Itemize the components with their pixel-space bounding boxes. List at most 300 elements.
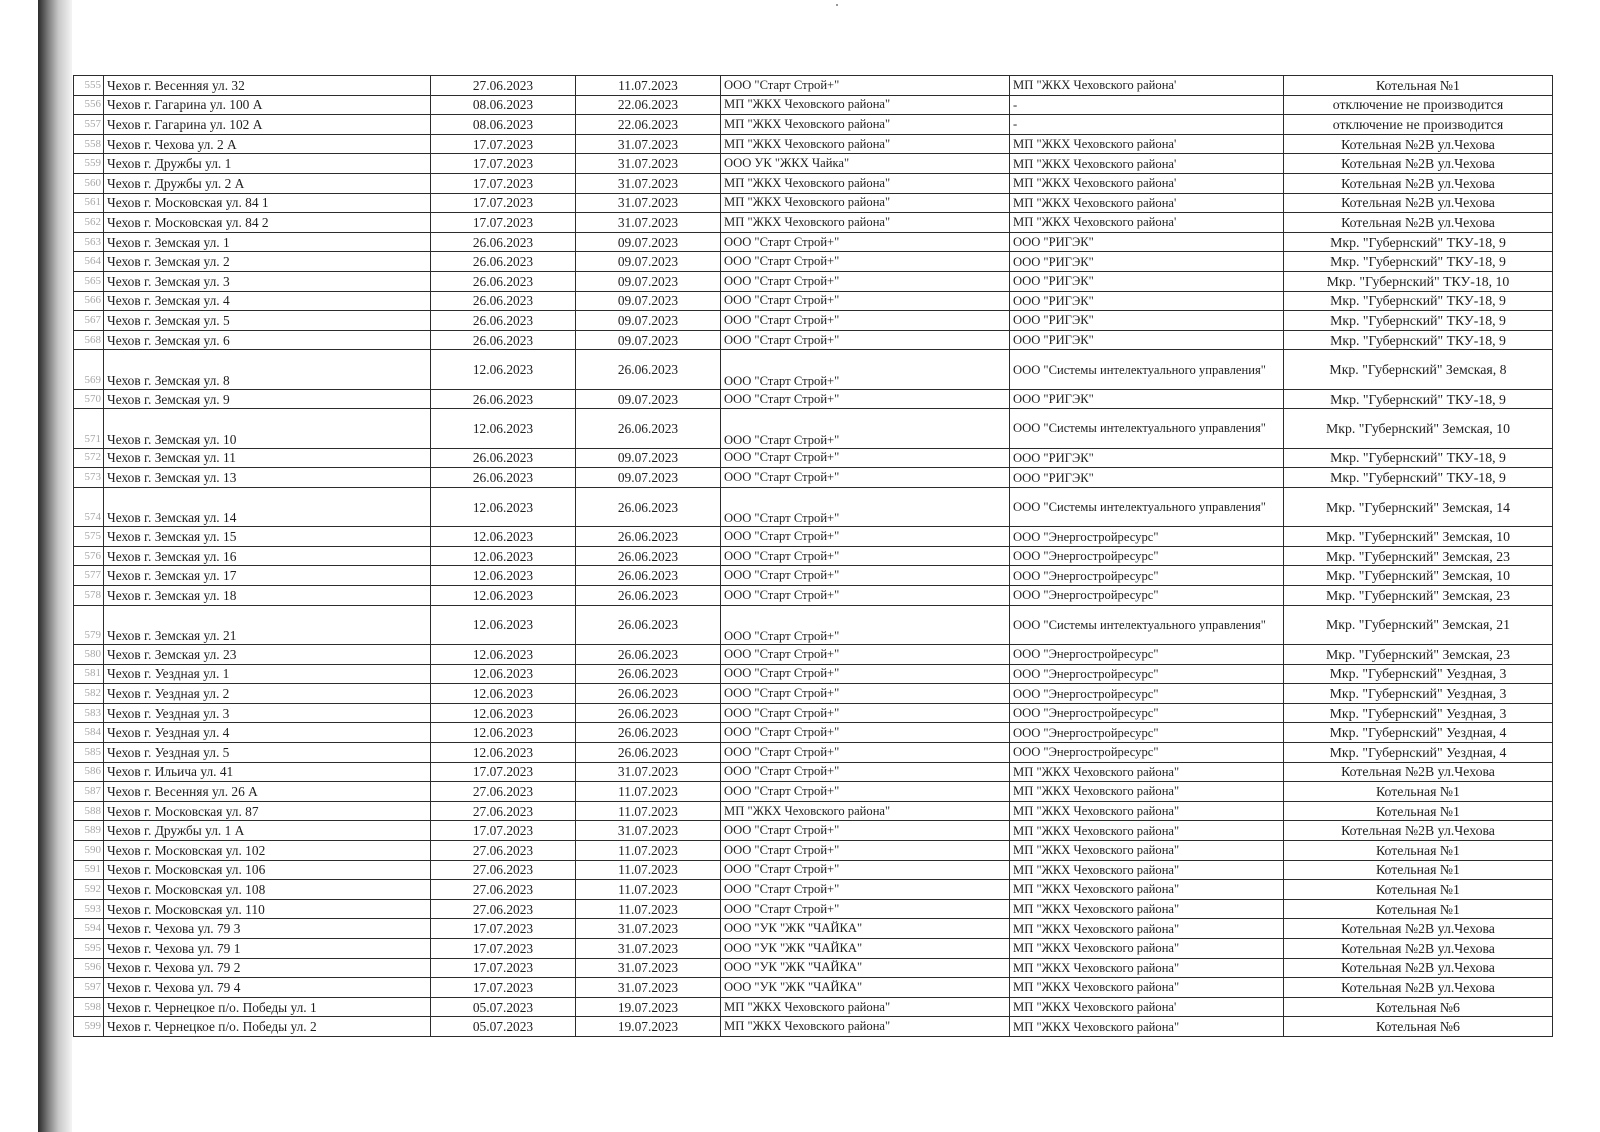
address-cell: Чехов г. Чернецкое п/о. Победы ул. 1 xyxy=(104,997,431,1017)
shutdown-start-date-cell: 12.06.2023 xyxy=(431,664,576,684)
heat-supplier-cell: ООО "Энергостройресурс" xyxy=(1010,566,1284,586)
row-number-cell: 586 xyxy=(74,762,104,782)
address-cell: Чехов г. Московская ул. 108 xyxy=(104,880,431,900)
shutdown-start-date-cell: 27.06.2023 xyxy=(431,782,576,802)
row-number-cell: 591 xyxy=(74,860,104,880)
row-number-cell: 593 xyxy=(74,899,104,919)
shutdown-end-date-cell: 11.07.2023 xyxy=(576,782,721,802)
heat-supplier-cell: МП "ЖКХ Чеховского района' xyxy=(1010,193,1284,213)
shutdown-end-date-cell: 26.06.2023 xyxy=(576,743,721,763)
shutdown-start-date-cell: 12.06.2023 xyxy=(431,527,576,547)
table-row xyxy=(74,566,1553,586)
shutdown-start-date-cell: 27.06.2023 xyxy=(431,76,576,96)
row-number-cell: 556 xyxy=(74,95,104,115)
heat-source-cell: Мкр. "Губернский" ТКУ-18, 9 xyxy=(1284,311,1553,331)
heat-source-cell: Котельная №2В ул.Чехова xyxy=(1284,919,1553,939)
row-number-cell: 594 xyxy=(74,919,104,939)
shutdown-start-date-cell: 26.06.2023 xyxy=(431,389,576,409)
shutdown-end-date-cell: 09.07.2023 xyxy=(576,311,721,331)
binding-shadow xyxy=(38,0,72,1132)
shutdown-end-date-cell: 26.06.2023 xyxy=(576,566,721,586)
heat-source-cell: Котельная №1 xyxy=(1284,782,1553,802)
heat-supplier-cell: - xyxy=(1010,95,1284,115)
address-cell: Чехов г. Московская ул. 110 xyxy=(104,899,431,919)
row-number-cell: 571 xyxy=(74,409,104,448)
shutdown-end-date-cell: 26.06.2023 xyxy=(576,487,721,526)
heat-supplier-cell: ООО "Энергостройресурс" xyxy=(1010,664,1284,684)
shutdown-start-date-cell: 12.06.2023 xyxy=(431,703,576,723)
shutdown-start-date-cell: 27.06.2023 xyxy=(431,860,576,880)
row-number-cell: 569 xyxy=(74,350,104,389)
address-cell: Чехов г. Уездная ул. 1 xyxy=(104,664,431,684)
row-number-cell: 567 xyxy=(74,311,104,331)
heat-source-cell: Мкр. "Губернский" Уездная, 3 xyxy=(1284,664,1553,684)
heat-source-cell: Мкр. "Губернский" ТКУ-18, 9 xyxy=(1284,252,1553,272)
shutdown-start-date-cell: 17.07.2023 xyxy=(431,938,576,958)
table-row xyxy=(74,271,1553,291)
shutdown-start-date-cell: 26.06.2023 xyxy=(431,448,576,468)
shutdown-end-date-cell: 09.07.2023 xyxy=(576,448,721,468)
heat-supplier-cell: МП "ЖКХ Чеховского района' xyxy=(1010,76,1284,96)
address-cell: Чехов г. Уездная ул. 2 xyxy=(104,684,431,704)
shutdown-start-date-cell: 26.06.2023 xyxy=(431,291,576,311)
shutdown-end-date-cell: 26.06.2023 xyxy=(576,703,721,723)
address-cell: Чехов г. Земская ул. 1 xyxy=(104,232,431,252)
address-cell: Чехов г. Земская ул. 5 xyxy=(104,311,431,331)
shutdown-end-date-cell: 26.06.2023 xyxy=(576,664,721,684)
address-cell: Чехов г. Дружбы ул. 2 А xyxy=(104,173,431,193)
shutdown-start-date-cell: 17.07.2023 xyxy=(431,173,576,193)
heat-supplier-cell: МП "ЖКХ Чеховского района" xyxy=(1010,919,1284,939)
row-number-cell: 595 xyxy=(74,938,104,958)
heat-source-cell: Мкр. "Губернский" ТКУ-18, 9 xyxy=(1284,291,1553,311)
shutdown-start-date-cell: 17.07.2023 xyxy=(431,978,576,998)
table-row xyxy=(74,762,1553,782)
shutdown-end-date-cell: 19.07.2023 xyxy=(576,997,721,1017)
shutdown-start-date-cell: 26.06.2023 xyxy=(431,311,576,331)
shutdown-start-date-cell: 27.06.2023 xyxy=(431,840,576,860)
row-number-cell: 596 xyxy=(74,958,104,978)
address-cell: Чехов г. Уездная ул. 4 xyxy=(104,723,431,743)
heat-source-cell: Мкр. "Губернский" ТКУ-18, 9 xyxy=(1284,448,1553,468)
heat-supplier-cell: ООО "Системы интелектуального управления" xyxy=(1010,409,1284,448)
address-cell: Чехов г. Земская ул. 23 xyxy=(104,645,431,665)
shutdown-start-date-cell: 12.06.2023 xyxy=(431,743,576,763)
heat-supplier-cell: ООО "РИГЭК" xyxy=(1010,291,1284,311)
address-cell: Чехов г. Земская ул. 17 xyxy=(104,566,431,586)
table-row xyxy=(74,840,1553,860)
heat-source-cell: Котельная №6 xyxy=(1284,1017,1553,1037)
heat-source-cell: Котельная №2В ул.Чехова xyxy=(1284,978,1553,998)
shutdown-start-date-cell: 17.07.2023 xyxy=(431,134,576,154)
management-company-cell: ООО "Старт Строй+" xyxy=(721,527,1010,547)
table-row xyxy=(74,95,1553,115)
shutdown-start-date-cell: 17.07.2023 xyxy=(431,193,576,213)
table-row xyxy=(74,919,1553,939)
shutdown-end-date-cell: 26.06.2023 xyxy=(576,723,721,743)
address-cell: Чехов г. Земская ул. 10 xyxy=(104,409,431,448)
address-cell: Чехов г. Чехова ул. 79 4 xyxy=(104,978,431,998)
heat-source-cell: Мкр. "Губернский" Земская, 10 xyxy=(1284,527,1553,547)
heat-source-cell: Котельная №2В ул.Чехова xyxy=(1284,938,1553,958)
management-company-cell: ООО "УК "ЖК "ЧАЙКА" xyxy=(721,919,1010,939)
heat-source-cell: Мкр. "Губернский" Земская, 23 xyxy=(1284,645,1553,665)
management-company-cell: ООО УК "ЖКХ Чайка" xyxy=(721,154,1010,174)
shutdown-end-date-cell: 31.07.2023 xyxy=(576,958,721,978)
heat-source-cell: Котельная №2В ул.Чехова xyxy=(1284,154,1553,174)
management-company-cell: ООО "Старт Строй+" xyxy=(721,566,1010,586)
heat-source-cell: Котельная №2В ул.Чехова xyxy=(1284,173,1553,193)
management-company-cell: ООО "Старт Строй+" xyxy=(721,311,1010,331)
management-company-cell: ООО "Старт Строй+" xyxy=(721,684,1010,704)
management-company-cell: МП "ЖКХ Чеховского района" xyxy=(721,1017,1010,1037)
address-cell: Чехов г. Московская ул. 84 2 xyxy=(104,213,431,233)
heat-supplier-cell: МП "ЖКХ Чеховского района" xyxy=(1010,782,1284,802)
heat-supplier-cell: ООО "Энергостройресурс" xyxy=(1010,703,1284,723)
shutdown-end-date-cell: 09.07.2023 xyxy=(576,232,721,252)
shutdown-end-date-cell: 31.07.2023 xyxy=(576,919,721,939)
row-number-cell: 590 xyxy=(74,840,104,860)
management-company-cell: ООО "Старт Строй+" xyxy=(721,546,1010,566)
heat-supplier-cell: МП "ЖКХ Чеховского района" xyxy=(1010,978,1284,998)
shutdown-end-date-cell: 09.07.2023 xyxy=(576,330,721,350)
management-company-cell: МП "ЖКХ Чеховского района" xyxy=(721,801,1010,821)
heat-supplier-cell: ООО "РИГЭК" xyxy=(1010,468,1284,488)
shutdown-end-date-cell: 11.07.2023 xyxy=(576,840,721,860)
shutdown-start-date-cell: 27.06.2023 xyxy=(431,880,576,900)
management-company-cell: ООО "Старт Строй+" xyxy=(721,350,1010,389)
shutdown-start-date-cell: 05.07.2023 xyxy=(431,997,576,1017)
shutdown-end-date-cell: 22.06.2023 xyxy=(576,115,721,135)
management-company-cell: ООО "Старт Строй+" xyxy=(721,586,1010,606)
table-row xyxy=(74,468,1553,488)
row-number-cell: 592 xyxy=(74,880,104,900)
shutdown-end-date-cell: 31.07.2023 xyxy=(576,762,721,782)
heat-supplier-cell: МП "ЖКХ Чеховского района' xyxy=(1010,154,1284,174)
heat-source-cell: отключение не производится xyxy=(1284,115,1553,135)
row-number-cell: 578 xyxy=(74,586,104,606)
row-number-cell: 561 xyxy=(74,193,104,213)
shutdown-end-date-cell: 09.07.2023 xyxy=(576,271,721,291)
shutdown-start-date-cell: 12.06.2023 xyxy=(431,409,576,448)
address-cell: Чехов г. Чехова ул. 79 3 xyxy=(104,919,431,939)
shutdown-end-date-cell: 11.07.2023 xyxy=(576,880,721,900)
address-cell: Чехов г. Земская ул. 15 xyxy=(104,527,431,547)
table-row xyxy=(74,743,1553,763)
heat-supplier-cell: ООО "Энергостройресурс" xyxy=(1010,743,1284,763)
table-row xyxy=(74,978,1553,998)
heating-shutdown-table xyxy=(73,75,1553,1037)
table-row xyxy=(74,645,1553,665)
table-row xyxy=(74,173,1553,193)
heat-supplier-cell: МП "ЖКХ Чеховского района" xyxy=(1010,938,1284,958)
shutdown-start-date-cell: 08.06.2023 xyxy=(431,95,576,115)
shutdown-end-date-cell: 26.06.2023 xyxy=(576,586,721,606)
management-company-cell: ООО "Старт Строй+" xyxy=(721,762,1010,782)
table-row xyxy=(74,860,1553,880)
heat-source-cell: Котельная №1 xyxy=(1284,880,1553,900)
management-company-cell: ООО "Старт Строй+" xyxy=(721,330,1010,350)
address-cell: Чехов г. Чернецкое п/о. Победы ул. 2 xyxy=(104,1017,431,1037)
shutdown-start-date-cell: 27.06.2023 xyxy=(431,801,576,821)
row-number-cell: 568 xyxy=(74,330,104,350)
shutdown-end-date-cell: 31.07.2023 xyxy=(576,938,721,958)
heat-supplier-cell: МП "ЖКХ Чеховского района" xyxy=(1010,880,1284,900)
address-cell: Чехов г. Земская ул. 2 xyxy=(104,252,431,272)
heat-source-cell: отключение не производится xyxy=(1284,95,1553,115)
management-company-cell: ООО "Старт Строй+" xyxy=(721,448,1010,468)
row-number-cell: 572 xyxy=(74,448,104,468)
table-row xyxy=(74,1017,1553,1037)
shutdown-start-date-cell: 26.06.2023 xyxy=(431,271,576,291)
heat-supplier-cell: МП "ЖКХ Чеховского района" xyxy=(1010,899,1284,919)
address-cell: Чехов г. Гагарина ул. 102 А xyxy=(104,115,431,135)
table-row xyxy=(74,213,1553,233)
heat-source-cell: Котельная №2В ул.Чехова xyxy=(1284,134,1553,154)
shutdown-end-date-cell: 09.07.2023 xyxy=(576,252,721,272)
heat-source-cell: Котельная №1 xyxy=(1284,840,1553,860)
table-row xyxy=(74,252,1553,272)
address-cell: Чехов г. Земская ул. 13 xyxy=(104,468,431,488)
table-row xyxy=(74,527,1553,547)
shutdown-start-date-cell: 17.07.2023 xyxy=(431,762,576,782)
heat-supplier-cell: МП "ЖКХ Чеховского района' xyxy=(1010,997,1284,1017)
table-row xyxy=(74,546,1553,566)
management-company-cell: ООО "Старт Строй+" xyxy=(721,743,1010,763)
address-cell: Чехов г. Земская ул. 21 xyxy=(104,605,431,644)
heat-supplier-cell: МП "ЖКХ Чеховского района' xyxy=(1010,173,1284,193)
shutdown-start-date-cell: 26.06.2023 xyxy=(431,468,576,488)
management-company-cell: ООО "Старт Строй+" xyxy=(721,291,1010,311)
management-company-cell: ООО "Старт Строй+" xyxy=(721,271,1010,291)
address-cell: Чехов г. Земская ул. 16 xyxy=(104,546,431,566)
table-row xyxy=(74,134,1553,154)
shutdown-start-date-cell: 17.07.2023 xyxy=(431,821,576,841)
table-row xyxy=(74,703,1553,723)
address-cell: Чехов г. Земская ул. 14 xyxy=(104,487,431,526)
row-number-cell: 585 xyxy=(74,743,104,763)
management-company-cell: ООО "Старт Строй+" xyxy=(721,389,1010,409)
address-cell: Чехов г. Земская ул. 18 xyxy=(104,586,431,606)
address-cell: Чехов г. Московская ул. 102 xyxy=(104,840,431,860)
shutdown-start-date-cell: 12.06.2023 xyxy=(431,350,576,389)
row-number-cell: 557 xyxy=(74,115,104,135)
address-cell: Чехов г. Московская ул. 87 xyxy=(104,801,431,821)
table-row xyxy=(74,997,1553,1017)
management-company-cell: МП "ЖКХ Чеховского района" xyxy=(721,997,1010,1017)
address-cell: Чехов г. Весенняя ул. 26 А xyxy=(104,782,431,802)
shutdown-end-date-cell: 22.06.2023 xyxy=(576,95,721,115)
row-number-cell: 579 xyxy=(74,605,104,644)
heat-supplier-cell: ООО "РИГЭК" xyxy=(1010,252,1284,272)
table-row xyxy=(74,409,1553,448)
row-number-cell: 570 xyxy=(74,389,104,409)
table-row xyxy=(74,311,1553,331)
heat-supplier-cell: ООО "Энергостройресурс" xyxy=(1010,684,1284,704)
row-number-cell: 584 xyxy=(74,723,104,743)
address-cell: Чехов г. Дружбы ул. 1 А xyxy=(104,821,431,841)
management-company-cell: ООО "Старт Строй+" xyxy=(721,232,1010,252)
heat-source-cell: Мкр. "Губернский" ТКУ-18, 9 xyxy=(1284,389,1553,409)
management-company-cell: ООО "УК "ЖК "ЧАЙКА" xyxy=(721,958,1010,978)
address-cell: Чехов г. Чехова ул. 2 А xyxy=(104,134,431,154)
table-body xyxy=(74,76,1553,1037)
heat-supplier-cell: МП "ЖКХ Чеховского района' xyxy=(1010,213,1284,233)
table-row xyxy=(74,291,1553,311)
shutdown-start-date-cell: 12.06.2023 xyxy=(431,723,576,743)
management-company-cell: ООО "Старт Строй+" xyxy=(721,468,1010,488)
row-number-cell: 576 xyxy=(74,546,104,566)
shutdown-start-date-cell: 12.06.2023 xyxy=(431,586,576,606)
heat-source-cell: Мкр. "Губернский" ТКУ-18, 9 xyxy=(1284,330,1553,350)
table-row xyxy=(74,723,1553,743)
management-company-cell: ООО "Старт Строй+" xyxy=(721,252,1010,272)
heat-source-cell: Мкр. "Губернский" Земская, 8 xyxy=(1284,350,1553,389)
row-number-cell: 577 xyxy=(74,566,104,586)
shutdown-end-date-cell: 09.07.2023 xyxy=(576,389,721,409)
row-number-cell: 574 xyxy=(74,487,104,526)
management-company-cell: МП "ЖКХ Чеховского района" xyxy=(721,134,1010,154)
table-row xyxy=(74,821,1553,841)
table-row xyxy=(74,76,1553,96)
heat-source-cell: Мкр. "Губернский" Уездная, 4 xyxy=(1284,743,1553,763)
heat-supplier-cell: ООО "РИГЭК" xyxy=(1010,389,1284,409)
shutdown-end-date-cell: 31.07.2023 xyxy=(576,978,721,998)
heat-supplier-cell: ООО "Энергостройресурс" xyxy=(1010,527,1284,547)
shutdown-start-date-cell: 17.07.2023 xyxy=(431,919,576,939)
shutdown-end-date-cell: 26.06.2023 xyxy=(576,645,721,665)
shutdown-end-date-cell: 11.07.2023 xyxy=(576,801,721,821)
heat-source-cell: Котельная №2В ул.Чехова xyxy=(1284,821,1553,841)
shutdown-end-date-cell: 26.06.2023 xyxy=(576,350,721,389)
table-row xyxy=(74,782,1553,802)
address-cell: Чехов г. Гагарина ул. 100 А xyxy=(104,95,431,115)
heat-source-cell: Котельная №2В ул.Чехова xyxy=(1284,958,1553,978)
management-company-cell: ООО "Старт Строй+" xyxy=(721,880,1010,900)
management-company-cell: МП "ЖКХ Чеховского района" xyxy=(721,95,1010,115)
heat-source-cell: Котельная №1 xyxy=(1284,899,1553,919)
heat-supplier-cell: ООО "Энергостройресурс" xyxy=(1010,586,1284,606)
heat-source-cell: Мкр. "Губернский" ТКУ-18, 9 xyxy=(1284,232,1553,252)
shutdown-start-date-cell: 12.06.2023 xyxy=(431,546,576,566)
management-company-cell: ООО "Старт Строй+" xyxy=(721,409,1010,448)
management-company-cell: ООО "Старт Строй+" xyxy=(721,723,1010,743)
shutdown-end-date-cell: 31.07.2023 xyxy=(576,154,721,174)
management-company-cell: ООО "Старт Строй+" xyxy=(721,899,1010,919)
heat-source-cell: Мкр. "Губернский" Земская, 21 xyxy=(1284,605,1553,644)
heat-supplier-cell: МП "ЖКХ Чеховского района" xyxy=(1010,958,1284,978)
management-company-cell: МП "ЖКХ Чеховского района" xyxy=(721,213,1010,233)
management-company-cell: ООО "Старт Строй+" xyxy=(721,782,1010,802)
shutdown-end-date-cell: 11.07.2023 xyxy=(576,860,721,880)
shutdown-start-date-cell: 05.07.2023 xyxy=(431,1017,576,1037)
management-company-cell: ООО "Старт Строй+" xyxy=(721,840,1010,860)
heat-supplier-cell: ООО "Системы интелектуального управления" xyxy=(1010,487,1284,526)
heat-source-cell: Котельная №1 xyxy=(1284,801,1553,821)
heat-supplier-cell: ООО "Энергостройресурс" xyxy=(1010,723,1284,743)
scan-speck xyxy=(836,4,838,6)
row-number-cell: 562 xyxy=(74,213,104,233)
shutdown-end-date-cell: 26.06.2023 xyxy=(576,605,721,644)
shutdown-start-date-cell: 12.06.2023 xyxy=(431,645,576,665)
address-cell: Чехов г. Дружбы ул. 1 xyxy=(104,154,431,174)
shutdown-end-date-cell: 26.06.2023 xyxy=(576,527,721,547)
shutdown-end-date-cell: 26.06.2023 xyxy=(576,409,721,448)
heat-source-cell: Котельная №6 xyxy=(1284,997,1553,1017)
shutdown-end-date-cell: 11.07.2023 xyxy=(576,899,721,919)
address-cell: Чехов г. Земская ул. 6 xyxy=(104,330,431,350)
heat-source-cell: Мкр. "Губернский" Земская, 23 xyxy=(1284,586,1553,606)
shutdown-end-date-cell: 31.07.2023 xyxy=(576,821,721,841)
table-row xyxy=(74,880,1553,900)
table-row xyxy=(74,958,1553,978)
heat-supplier-cell: МП "ЖКХ Чеховского района" xyxy=(1010,1017,1284,1037)
heat-supplier-cell: - xyxy=(1010,115,1284,135)
management-company-cell: ООО "УК "ЖК "ЧАЙКА" xyxy=(721,938,1010,958)
management-company-cell: ООО "Старт Строй+" xyxy=(721,860,1010,880)
heat-source-cell: Мкр. "Губернский" Земская, 14 xyxy=(1284,487,1553,526)
heat-supplier-cell: ООО "Энергостройресурс" xyxy=(1010,546,1284,566)
row-number-cell: 583 xyxy=(74,703,104,723)
shutdown-start-date-cell: 26.06.2023 xyxy=(431,232,576,252)
shutdown-start-date-cell: 26.06.2023 xyxy=(431,252,576,272)
address-cell: Чехов г. Весенняя ул. 32 xyxy=(104,76,431,96)
table-row xyxy=(74,115,1553,135)
shutdown-end-date-cell: 26.06.2023 xyxy=(576,684,721,704)
shutdown-start-date-cell: 17.07.2023 xyxy=(431,213,576,233)
row-number-cell: 564 xyxy=(74,252,104,272)
shutdown-start-date-cell: 12.06.2023 xyxy=(431,605,576,644)
table-row xyxy=(74,605,1553,644)
table-row xyxy=(74,330,1553,350)
shutdown-start-date-cell: 17.07.2023 xyxy=(431,958,576,978)
shutdown-start-date-cell: 12.06.2023 xyxy=(431,684,576,704)
shutdown-end-date-cell: 31.07.2023 xyxy=(576,213,721,233)
management-company-cell: ООО "Старт Строй+" xyxy=(721,821,1010,841)
management-company-cell: МП "ЖКХ Чеховского района" xyxy=(721,173,1010,193)
row-number-cell: 555 xyxy=(74,76,104,96)
row-number-cell: 589 xyxy=(74,821,104,841)
heat-source-cell: Мкр. "Губернский" Земская, 10 xyxy=(1284,409,1553,448)
row-number-cell: 582 xyxy=(74,684,104,704)
heat-supplier-cell: МП "ЖКХ Чеховского района" xyxy=(1010,821,1284,841)
table-row xyxy=(74,389,1553,409)
heat-source-cell: Мкр. "Губернский" ТКУ-18, 9 xyxy=(1284,468,1553,488)
shutdown-end-date-cell: 19.07.2023 xyxy=(576,1017,721,1037)
address-cell: Чехов г. Земская ул. 3 xyxy=(104,271,431,291)
heat-supplier-cell: МП "ЖКХ Чеховского района" xyxy=(1010,840,1284,860)
table-row xyxy=(74,586,1553,606)
heat-source-cell: Котельная №1 xyxy=(1284,76,1553,96)
heat-supplier-cell: МП "ЖКХ Чеховского района" xyxy=(1010,801,1284,821)
heat-supplier-cell: МП "ЖКХ Чеховского района' xyxy=(1010,134,1284,154)
address-cell: Чехов г. Московская ул. 84 1 xyxy=(104,193,431,213)
heat-source-cell: Мкр. "Губернский" Уездная, 3 xyxy=(1284,684,1553,704)
table-row xyxy=(74,801,1553,821)
heat-supplier-cell: ООО "РИГЭК" xyxy=(1010,448,1284,468)
row-number-cell: 563 xyxy=(74,232,104,252)
management-company-cell: ООО "Старт Строй+" xyxy=(721,76,1010,96)
address-cell: Чехов г. Уездная ул. 5 xyxy=(104,743,431,763)
table-row xyxy=(74,899,1553,919)
row-number-cell: 558 xyxy=(74,134,104,154)
heat-source-cell: Котельная №2В ул.Чехова xyxy=(1284,213,1553,233)
heat-supplier-cell: ООО "РИГЭК" xyxy=(1010,330,1284,350)
heat-supplier-cell: ООО "РИГЭК" xyxy=(1010,311,1284,331)
table-row xyxy=(74,350,1553,389)
heat-supplier-cell: ООО "РИГЭК" xyxy=(1010,232,1284,252)
heat-supplier-cell: ООО "Энергостройресурс" xyxy=(1010,645,1284,665)
